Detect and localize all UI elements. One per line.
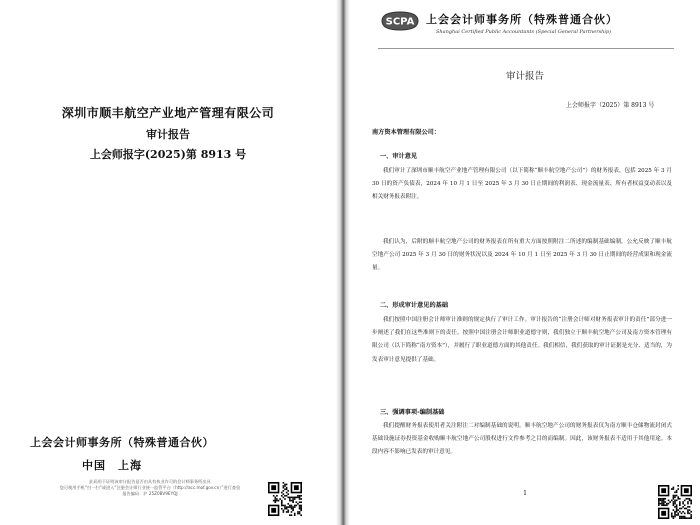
logo-text: SCPA (385, 16, 415, 28)
footer-line: 此码用于证明该审计报告是否由具有执业许可的会计师事务所出具 (89, 479, 211, 484)
section-heading-opinion: 一、审计意见 (380, 153, 418, 160)
cover-verification-note (36, 479, 264, 497)
letterhead-firm-name-en: Shanghai Certified Public Accountants (Special General Partnership) (436, 29, 612, 35)
cover-company-name: 深圳市顺丰航空产业地产管理有限公司 (61, 106, 275, 120)
paragraph-opinion-scope: 我们审计了深圳市顺丰航空产业地产管理有限公司（以下简称“顺丰航空地产公司”）的财务报表，包括 2025 年 3 月 30 日的资产负债表，2024 年 10 月 1 日至 2025 年 3 月 30 日止期间的利润表、现金流量表、所有者权益变动表以及相关财务报表附注。 (372, 168, 672, 201)
paragraph-emphasis: 我们提醒财务报表使用者关注附注二对编制基础的说明。顺丰航空地产公司的财务报表仅为南方顺丰仓储物流封闭式基础设施证券投资基金收购顺丰航空地产公司股权进行文件参考之目的而编制。因此，该财务报表不适用于其他用途。本段内容不影响已发表的审计意见。 (372, 423, 672, 456)
paragraph-opinion: 我们认为，后附的顺丰航空地产公司的财务报表在所有重大方面按照附注二所述的编制基础编制，公允反映了顺丰航空地产公司 2025 年 3 月 30 日的财务状况以及 2024 年 10 月 1 日至 2025 年 3 月 30 日止期间的经营成果和现金流量。 (372, 239, 672, 272)
page-gutter (336, 0, 350, 525)
cover-title: 审计报告 (146, 128, 190, 141)
letterhead-firm-name: 上会会计师事务所（特殊普通合伙） (426, 13, 618, 26)
letterhead (378, 8, 678, 46)
cover-page (0, 0, 336, 525)
cover-document-number: 上会师报字(2025)第 8913 号 (89, 148, 247, 161)
page-number: 1 (523, 490, 527, 497)
cover-place: 中国 上海 (82, 459, 142, 472)
report-addressee: 南方资本管理有限公司： (372, 129, 441, 136)
letterhead-rule (378, 48, 674, 49)
section-heading-basis: 二、形成审计意见的基础 (380, 302, 449, 309)
qr-code-icon[interactable] (658, 485, 692, 519)
footer-line: 您可使用手机“扫一扫”或进入“注册会计师行业统一监管平台（http://acc.mof.gov.cn）”进行查验 (59, 485, 241, 490)
paragraph-basis: 我们按照中国注册会计师审计准则的规定执行了审计工作。审计报告的“注册会计师对财务报表审计的责任”部分进一步阐述了我们在这些准则下的责任。按照中国注册会计师职业道德守则，我们独立于顺丰航空地产公司及南方资本管理有限公司（以下简称“南方资本”），并履行了职业道德方面的其他责任。我们相信，我们获取的审计证据是充分、适当的，为发表审计意见提供了基础。 (372, 317, 672, 363)
footer-line: 报告编码：沪 25Z0BV9EYQJ (122, 491, 178, 496)
report-title: 审计报告 (505, 71, 544, 82)
scpa-logo (380, 10, 420, 32)
report-document-number: 上会师报字（2025）第 8913 号 (566, 102, 655, 109)
cover-firm-name: 上会会计师事务所（特殊普通合伙） (30, 436, 214, 449)
report-page (350, 0, 700, 525)
qr-code-icon[interactable] (268, 482, 302, 516)
section-heading-emphasis: 三、强调事项-编制基础 (380, 409, 445, 416)
